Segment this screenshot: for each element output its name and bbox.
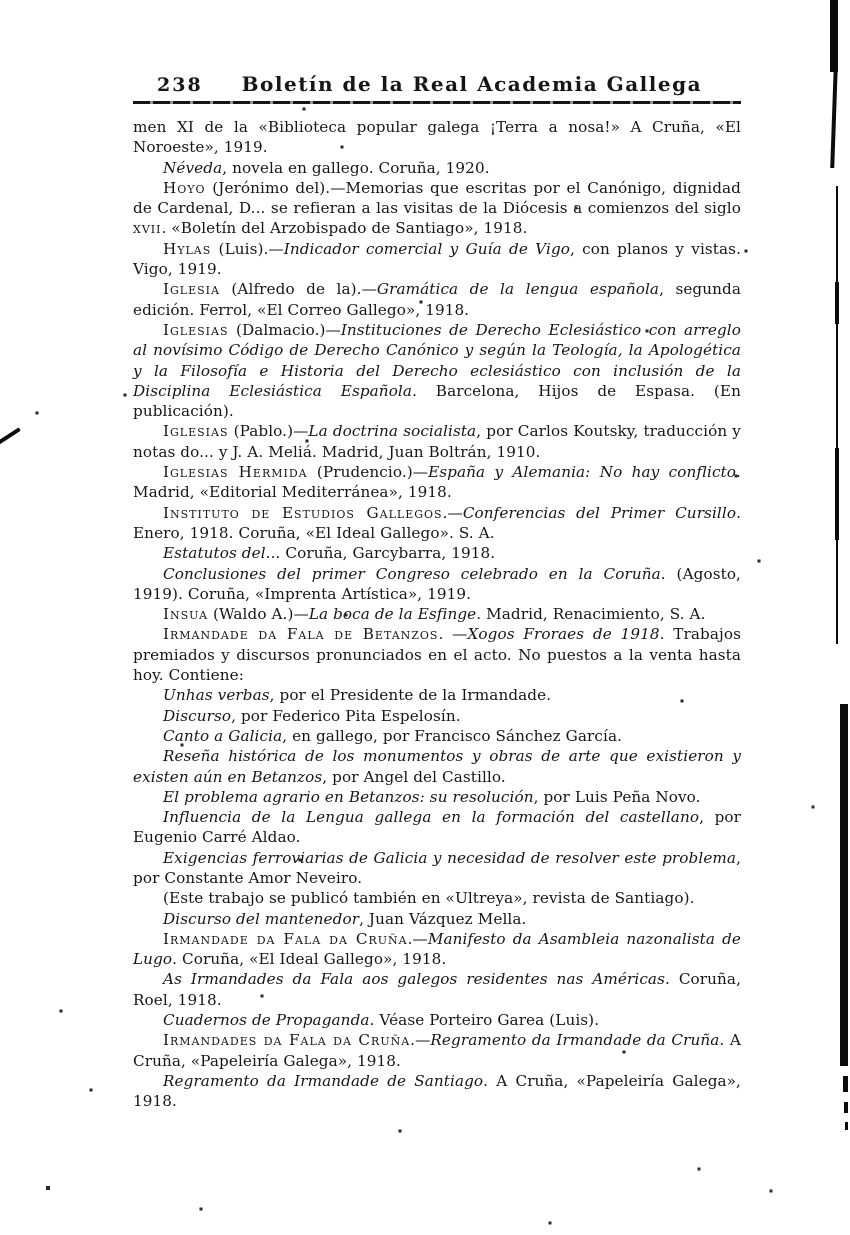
text-run: men XI de la «Biblioteca popular galega ¡Terra a nosa!» A Cruña, «El Noroeste», 1919. [133, 118, 741, 157]
bibliography-entry [133, 1071, 741, 1112]
header-rule [133, 101, 741, 104]
bibliography-entry [133, 158, 741, 178]
work-title: Xogos Froraes de 1918 [467, 625, 660, 644]
text-run: . A Cruña, «Papeleiría Galega», 1918. [133, 1031, 741, 1070]
text-run: (Alfredo de la).— [219, 280, 377, 299]
text-run: . — [438, 625, 468, 644]
work-title: Influencia de la Lengua gallega en la formación del castellano [163, 808, 700, 827]
scan-artifact-right-bar [835, 448, 839, 540]
text-run: , por Eugenio Carré Aldao. [133, 808, 741, 847]
text-run: . Coruña, «El Ideal Gallego», 1918. [172, 950, 447, 969]
text-run: , con planos y vistas. Vigo, 1919. [133, 239, 741, 279]
work-title: Discurso del mantenedor [163, 909, 360, 928]
entry-author-name: Iglesia [163, 280, 220, 299]
entry-author-name: Insua [163, 605, 209, 624]
work-title: Exigencias ferroviarias de Galicia y necesidad de resolver este problema [163, 848, 737, 867]
text-run: , por Luis Peña Novo. [533, 787, 701, 806]
text-run: . (Agosto, 1919). Coruña, «Imprenta Artística», 1919. [133, 564, 741, 603]
work-title: Estatutos del [163, 544, 266, 563]
bibliography-entry [133, 178, 741, 239]
bibliography-entry [133, 909, 741, 929]
bibliography-entry [133, 117, 741, 158]
bibliography-entry [133, 604, 741, 624]
scan-artifact-right-bar [843, 1076, 848, 1092]
page-number: 238 [157, 74, 203, 96]
entry-author-name: Hylas [163, 239, 212, 258]
bibliography-entry [133, 239, 741, 280]
work-title: Reseña histórica de los monumentos y obras de arte que existieron y existen aún en Betanzos [133, 747, 741, 786]
work-title: As Irmandades da Fala aos galegos residentes nas Américas [163, 970, 665, 989]
bibliography-entry [133, 564, 741, 605]
text-run: (Este trabajo se publicó también en «Ultreya», revista de Santiago). [163, 889, 695, 908]
work-title: Regramento da Irmandade da Cruña [430, 1031, 720, 1050]
bibliography-entry [133, 685, 741, 705]
bibliography-entry [133, 929, 741, 970]
text-run: ... Coruña, Garcybarra, 1918. [265, 544, 496, 563]
text-run: (Waldo A.)— [208, 605, 309, 624]
bibliography-entry [133, 706, 741, 726]
text-run: . Enero, 1918. Coruña, «El Ideal Gallego». S. A. [133, 503, 741, 542]
bibliography-entry [133, 1010, 741, 1030]
scan-artifact-right-bar [844, 1102, 848, 1113]
work-title: Regramento da Irmandade de Santiago [163, 1071, 484, 1090]
entry-author-name: Iglesias [163, 422, 229, 441]
scan-artifact-left-slash [0, 427, 21, 445]
text-run: (Jerónimo del).—Memorias que escritas por el Canónigo, dignidad de Cardenal, D... se refieran a las visitas de la Diócesis a comienzos del siglo [133, 178, 741, 218]
text-run: , por Carlos Koutsky, traducción y notas do... y J. A. Meliá. Madrid, Juan Boltrán, 1910. [133, 422, 741, 461]
text-run: , novela en gallego. Coruña, 1920. [222, 158, 490, 177]
text-run: . Coruña, Roel, 1918. [133, 970, 741, 1009]
text-run: .— [442, 503, 463, 522]
text-run: . Barcelona, Hijos de Espasa. (En publicación). [133, 381, 741, 421]
entry-author-name: Irmandade da Fala da Cruña [163, 929, 408, 948]
text-run: (Dalmacio.)— [228, 320, 341, 339]
entry-author-name: Hoyo [163, 178, 206, 197]
text-run: . Trabajos premiados y discursos pronunciados en el acto. No puestos a la venta hasta hoy. Contiene: [133, 625, 741, 685]
running-head [133, 72, 741, 96]
text-run: . A Cruña, «Papeleiría Galega», 1918. [133, 1071, 741, 1111]
bibliography-entry [133, 746, 741, 787]
work-title: La boca de la Esfinge [308, 605, 477, 624]
bibliography-entry [133, 503, 741, 544]
entry-author-name: Irmandade da Fala de Betanzos [163, 625, 439, 644]
work-title: La doctrina socialista [308, 422, 477, 441]
work-title: Néveda [163, 158, 223, 177]
page-title: Boletín de la Real Academia Gallega [241, 72, 703, 96]
bibliography-entry [133, 1030, 741, 1071]
text-run: . «Boletín del Arzobispado de Santiago», 1918. [161, 219, 528, 238]
document-body [133, 117, 741, 1112]
scan-artifact-right-bar [830, 0, 838, 72]
text-run: , por Federico Pita Espelosín. [231, 706, 461, 725]
text-run: . Véase Porteiro Garea (Luis). [369, 1011, 600, 1030]
work-title: Canto a Galicia [163, 726, 283, 745]
entry-author-name: Iglesias [163, 320, 229, 339]
work-title: Indicador comercial y Guía de Vigo [283, 239, 571, 258]
bibliography-entry [133, 543, 741, 563]
scan-artifact-right-bar [840, 704, 848, 1066]
work-title: Cuadernos de Propaganda [163, 1011, 370, 1030]
entry-author-name: xvii [133, 219, 162, 238]
work-title: Manifesto da Asambleia nazonalista de Lugo [133, 929, 741, 969]
work-title: Gramática de la lengua española [376, 280, 660, 299]
bibliography-entry [133, 787, 741, 807]
bibliography-entry [133, 848, 741, 889]
bibliography-entry [133, 969, 741, 1010]
work-title: Instituciones de Derecho Eclesiástico con arreglo al novísimo Código de Derecho Canónico y según la Teología, la Apologética y la Filosofía e Historia del Derecho eclesiástico con inclusión de la Disciplina Eclesiástica Española [133, 320, 741, 400]
work-title: Conferencias del Primer Cursillo [462, 503, 737, 522]
text-run: , por Angel del Castillo. [322, 767, 506, 786]
text-run: . Madrid, Renacimiento, S. A. [476, 605, 706, 624]
bibliography-entry [133, 888, 741, 908]
text-run: , segunda edición. Ferrol, «El Correo Gallego», 1918. [133, 280, 741, 319]
text-run: , en gallego, por Francisco Sánchez García. [282, 726, 623, 745]
work-title: Conclusiones del primer Congreso celebrado en la Coruña [163, 564, 661, 583]
work-title: El problema agrario en Betanzos: su resolución [163, 787, 534, 806]
text-run: (Luis).— [211, 239, 284, 258]
work-title: Unhas verbas [163, 686, 270, 705]
text-run: , por el Presidente de la Irmandade. [269, 686, 552, 705]
scan-artifact-right-bar [835, 282, 839, 324]
scan-artifact-right-bar [830, 66, 838, 168]
bibliography-entry [133, 320, 741, 421]
text-run: , Juan Vázquez Mella. [359, 909, 527, 928]
text-run: (Prudencio.)— [307, 463, 429, 482]
bibliography-entry [133, 279, 741, 320]
work-title: España y Alemania: No hay conflicto [428, 463, 737, 482]
page-header [133, 72, 741, 104]
work-title: Discurso [163, 706, 232, 725]
scan-artifact-right-bar [845, 1122, 848, 1130]
entry-author-name: Instituto de Estudios Gallegos [163, 503, 443, 522]
scan-artifact-right-bar [836, 186, 838, 644]
bibliography-entry [133, 624, 741, 685]
entry-author-name: Irmandades da Fala da Cruña [163, 1031, 411, 1050]
text-run: .— [410, 1031, 431, 1050]
bibliography-entry [133, 807, 741, 848]
text-run: (Pablo.)— [228, 422, 309, 441]
bibliography-entry [133, 726, 741, 746]
text-run: , por Constante Amor Neveiro. [133, 848, 741, 887]
bibliography-entry [133, 421, 741, 462]
scan-noise-specks [0, 0, 2, 2]
text-run: .— [407, 929, 428, 948]
entry-author-name: Iglesias Hermida [163, 463, 308, 482]
text-run: . Madrid, «Editorial Mediterránea», 1918. [133, 463, 741, 502]
bibliography-entry [133, 462, 741, 503]
